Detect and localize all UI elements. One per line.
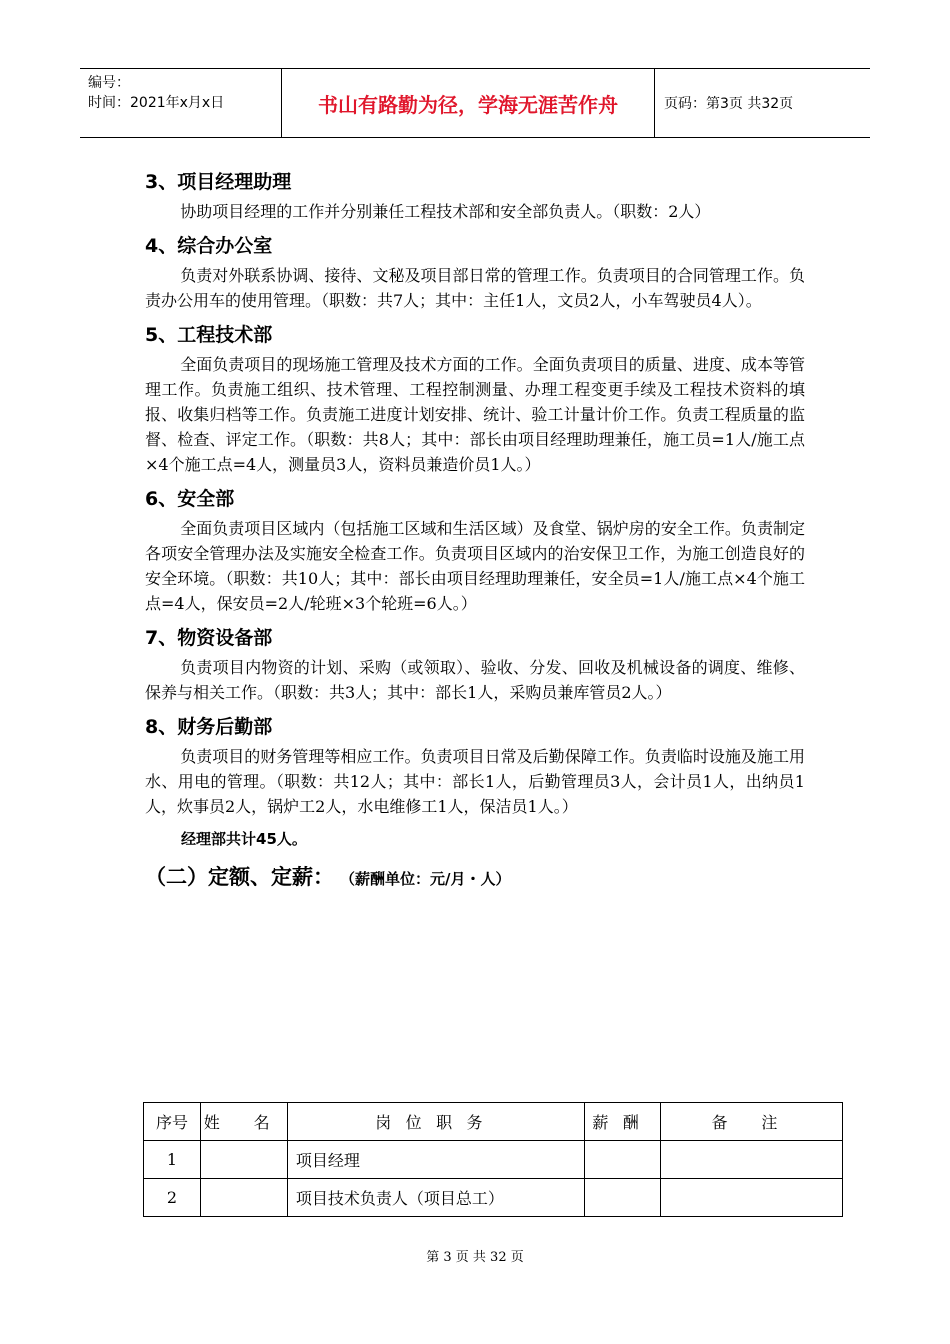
- table-header-row: [144, 1103, 843, 1141]
- cell-position: 项目技术负责人（项目总工）: [287, 1179, 585, 1217]
- cell-name: [200, 1179, 287, 1217]
- header-cell-index: 序号: [144, 1103, 201, 1141]
- section-heading: 5、工程技术部: [145, 324, 273, 346]
- table-row: [144, 1179, 843, 1217]
- header-time: 时间：2021年x月x日: [88, 95, 225, 111]
- section-paragraph: 负责对外联系协调、接待、文秘及项目部日常的管理工作。负责项目的合同管理工作。负责办公用车的使用管理。（职数：共7人；其中：主任1人，文员2人，小车驾驶员4人）。: [145, 266, 805, 310]
- cell-remarks: [661, 1179, 843, 1217]
- cell-position: 项目经理: [287, 1141, 585, 1179]
- cell-index: 2: [144, 1179, 201, 1217]
- header-page-info: 页码：第3页 共32页: [664, 96, 794, 112]
- salary-unit-note: （薪酬单位：元/月・人）: [340, 870, 511, 888]
- section-paragraph: 全面负责项目区域内（包括施工区域和生活区域）及食堂、锅炉房的安全工作。负责制定各项安全管理办法及实施安全检查工作。负责项目区域内的治安保卫工作，为施工创造良好的安全环境。（职数：共10人；其中：部长由项目经理助理兼任，安全员=1人/施工点×4个施工点=4人，保安员=2人/轮班×3个轮班=6人。）: [145, 519, 805, 613]
- section-heading: 7、物资设备部: [145, 627, 273, 649]
- cell-remarks: [661, 1141, 843, 1179]
- section-8: [145, 713, 805, 819]
- header-cell-position: 岗位职务: [287, 1103, 585, 1141]
- cell-index: 1: [144, 1141, 201, 1179]
- salary-table: [143, 1102, 843, 1217]
- header-cell-name: 姓 名: [200, 1103, 287, 1141]
- table-row: [144, 1141, 843, 1179]
- page-header: [80, 68, 870, 138]
- header-motto: 书山有路勤为径，学海无涯苦作舟: [282, 69, 655, 137]
- section-paragraph: 负责项目的财务管理等相应工作。负责项目日常及后勤保障工作。负责临时设施及施工用水、用电的管理。（职数：共12人；其中：部长1人，后勤管理员3人，会计员1人，出纳员1人，炊事员2人，锅炉工2人，水电维修工1人，保洁员1人。）: [145, 747, 805, 816]
- section-heading: 6、安全部: [145, 488, 235, 510]
- section-heading: 3、项目经理助理: [145, 171, 292, 193]
- document-body: [145, 168, 805, 897]
- cell-salary: [585, 1141, 661, 1179]
- section-3: [145, 168, 805, 224]
- header-meta: [80, 69, 282, 137]
- page-footer: 第 3 页 共 32 页: [426, 1250, 524, 1265]
- header-number: 编号：: [88, 75, 130, 91]
- section-heading: 8、财务后勤部: [145, 716, 273, 738]
- cell-name: [200, 1141, 287, 1179]
- section-paragraph: 负责项目内物资的计划、采购（或领取）、验收、分发、回收及机械设备的调度、维修、保养与相关工作。（职数：共3人；其中：部长1人，采购员兼库管员2人。）: [145, 658, 805, 702]
- header-cell-salary: 薪酬: [585, 1103, 661, 1141]
- section-heading: 4、综合办公室: [145, 235, 273, 257]
- section-5: [145, 321, 805, 477]
- header-cell-remarks: 备 注: [661, 1103, 843, 1141]
- section-paragraph: 全面负责项目的现场施工管理及技术方面的工作。全面负责项目的质量、进度、成本等管理工作。负责施工组织、技术管理、工程控制测量、办理工程变更手续及工程技术资料的填报、收集归档等工作。负责施工进度计划安排、统计、验工计量计价工作。负责工程质量的监督、检查、评定工作。（职数：共8人；其中：部长由项目经理助理兼任，施工员=1人/施工点×4个施工点=4人，测量员3人，资料员兼造价员1人。）: [145, 355, 805, 474]
- section-2-heading: [145, 861, 805, 891]
- staff-total: 经理部共计45人。: [181, 830, 307, 848]
- section-4: [145, 232, 805, 313]
- cell-salary: [585, 1179, 661, 1217]
- section-2-title: （二）定额、定薪：: [145, 865, 334, 889]
- section-7: [145, 624, 805, 705]
- section-paragraph: 协助项目经理的工作并分别兼任工程技术部和安全部负责人。（职数：2人）: [180, 202, 711, 221]
- section-6: [145, 485, 805, 616]
